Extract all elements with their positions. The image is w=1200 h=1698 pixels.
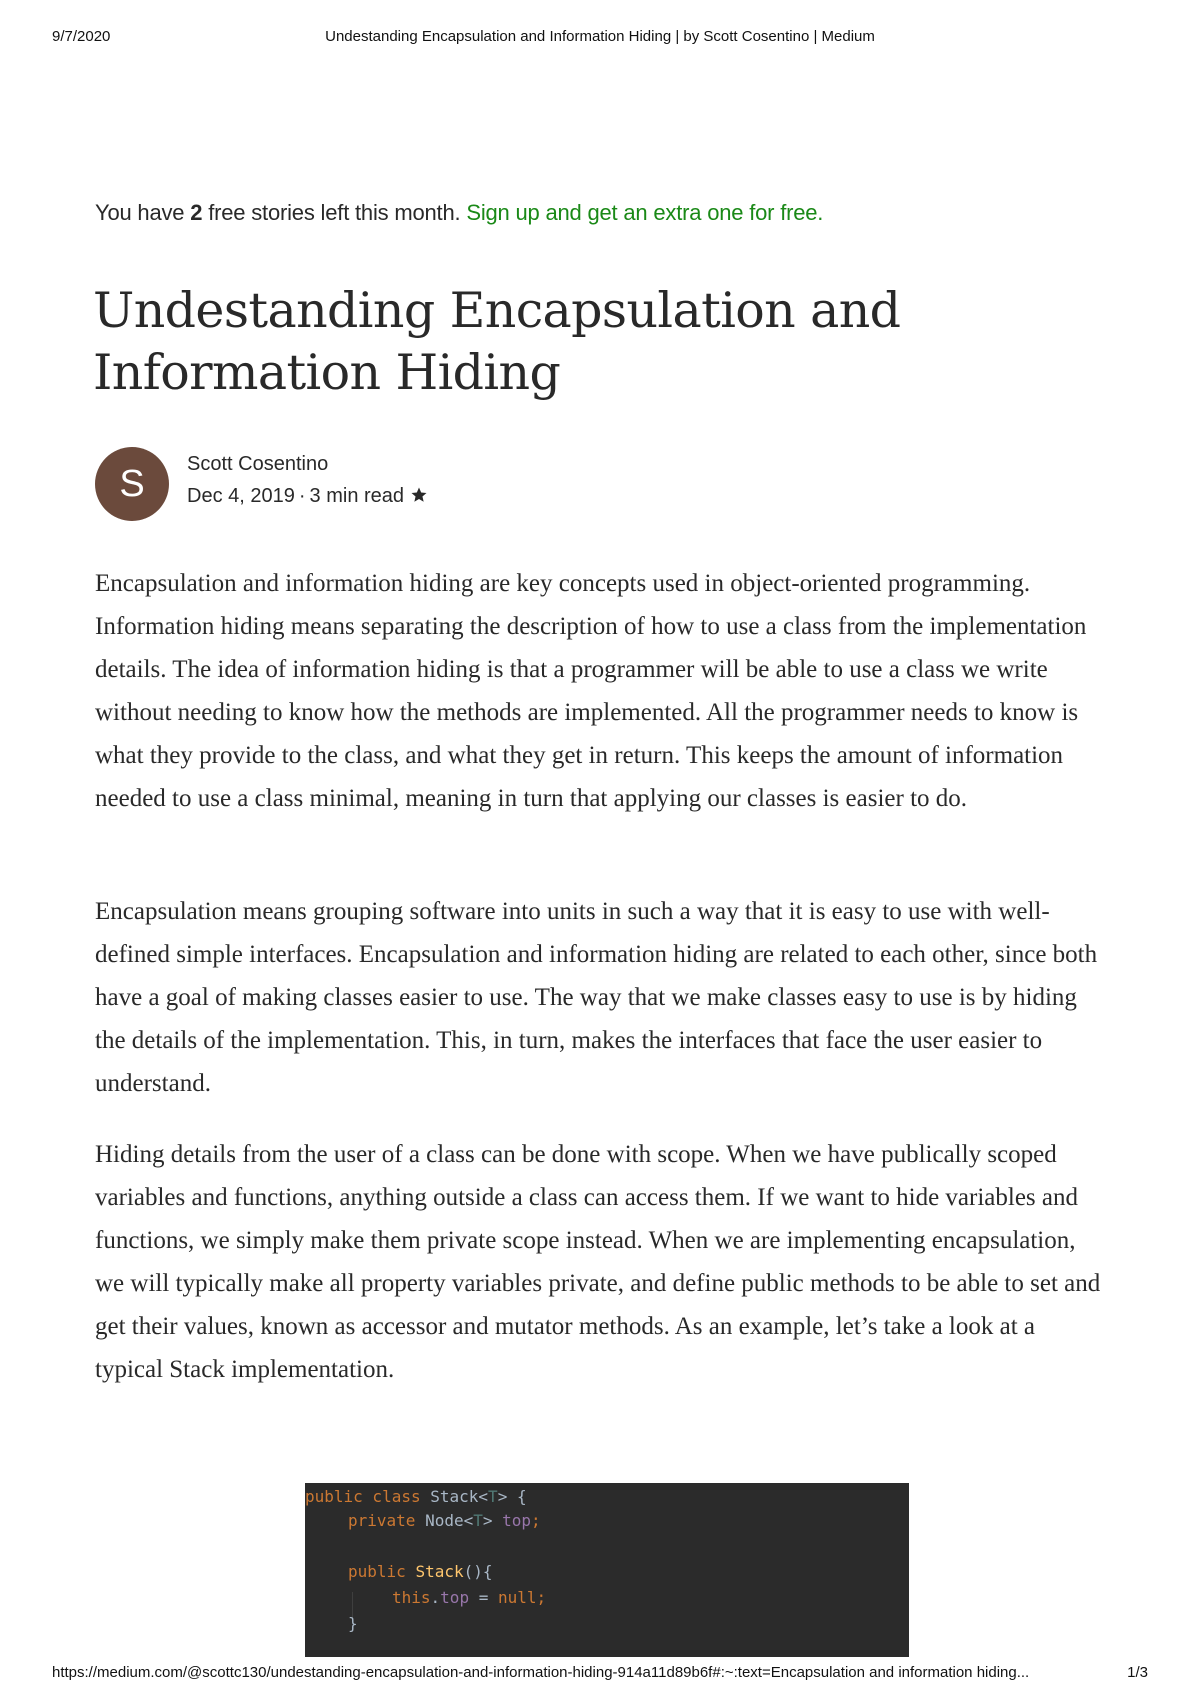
meter-count: 2: [190, 200, 203, 225]
meta-separator: ·: [298, 485, 306, 507]
code-screenshot: [305, 1483, 909, 1657]
print-title: Undestanding Encapsulation and Information Hiding | by Scott Cosentino | Medium: [325, 28, 875, 45]
code-line: private Node<T> top;: [348, 1511, 541, 1530]
page-number: 1/3: [1127, 1664, 1148, 1681]
meter-prefix: You have: [95, 200, 191, 225]
article-title: Undestanding Encapsulation and Information Hiding: [93, 282, 901, 401]
read-time: 3 min read: [309, 485, 405, 507]
article-paragraph: Encapsulation means grouping software into units in such a way that it is easy to use with well-defined simple interfaces. Encapsulation and information hiding are related to each other, since both have a goal of making classes easier to use. The way that we make classes easy to use is by hiding the details of the implementation. This, in turn, makes the interfaces that face the user easier to understand.: [95, 898, 1098, 1097]
avatar[interactable]: S: [95, 447, 169, 521]
article-meta: [187, 485, 428, 510]
article-paragraph: Hiding details from the user of a class can be done with scope. When we have publically scoped variables and functions, anything outside a class can access them. If we want to hide variables and functions, we simply make them private scope instead. When we are implementing encapsulation, we will typically make all property variables private, and define public methods to be able to set and get their values, known as accessor and mutator methods. As an example, let’s take a look at a typical Stack implementation.: [95, 1141, 1101, 1383]
print-url: https://medium.com/@scottc130/undestanding-encapsulation-and-information-hiding-914a11d89b6f#:~:text=Encapsulation and information hiding...: [52, 1664, 1030, 1681]
meter-suffix: free stories left this month.: [202, 200, 467, 225]
code-line: public Stack(){: [348, 1562, 493, 1581]
free-stories-meter: [95, 200, 823, 226]
article-paragraph: Encapsulation and information hiding are key concepts used in object-oriented programming. Information hiding means separating the description of how to use a class from the implementation details. The idea of information hiding is that a programmer will be able to use a class we write without needing to know how the methods are implemented. All the programmer needs to know is what they provide to the class, and what they get in return. This keeps the amount of information needed to use a class minimal, meaning in turn that applying our classes is easier to do.: [95, 570, 1087, 812]
code-line: }: [348, 1614, 358, 1633]
author-name-link[interactable]: Scott Cosentino: [187, 453, 329, 475]
code-line: public class Stack<T> {: [305, 1487, 527, 1506]
code-line: this.top = null;: [392, 1588, 547, 1607]
publish-date: Dec 4, 2019: [187, 485, 295, 507]
print-date: 9/7/2020: [52, 28, 111, 45]
signup-link[interactable]: Sign up and get an extra one for free.: [466, 200, 824, 225]
star-icon: [410, 486, 428, 510]
